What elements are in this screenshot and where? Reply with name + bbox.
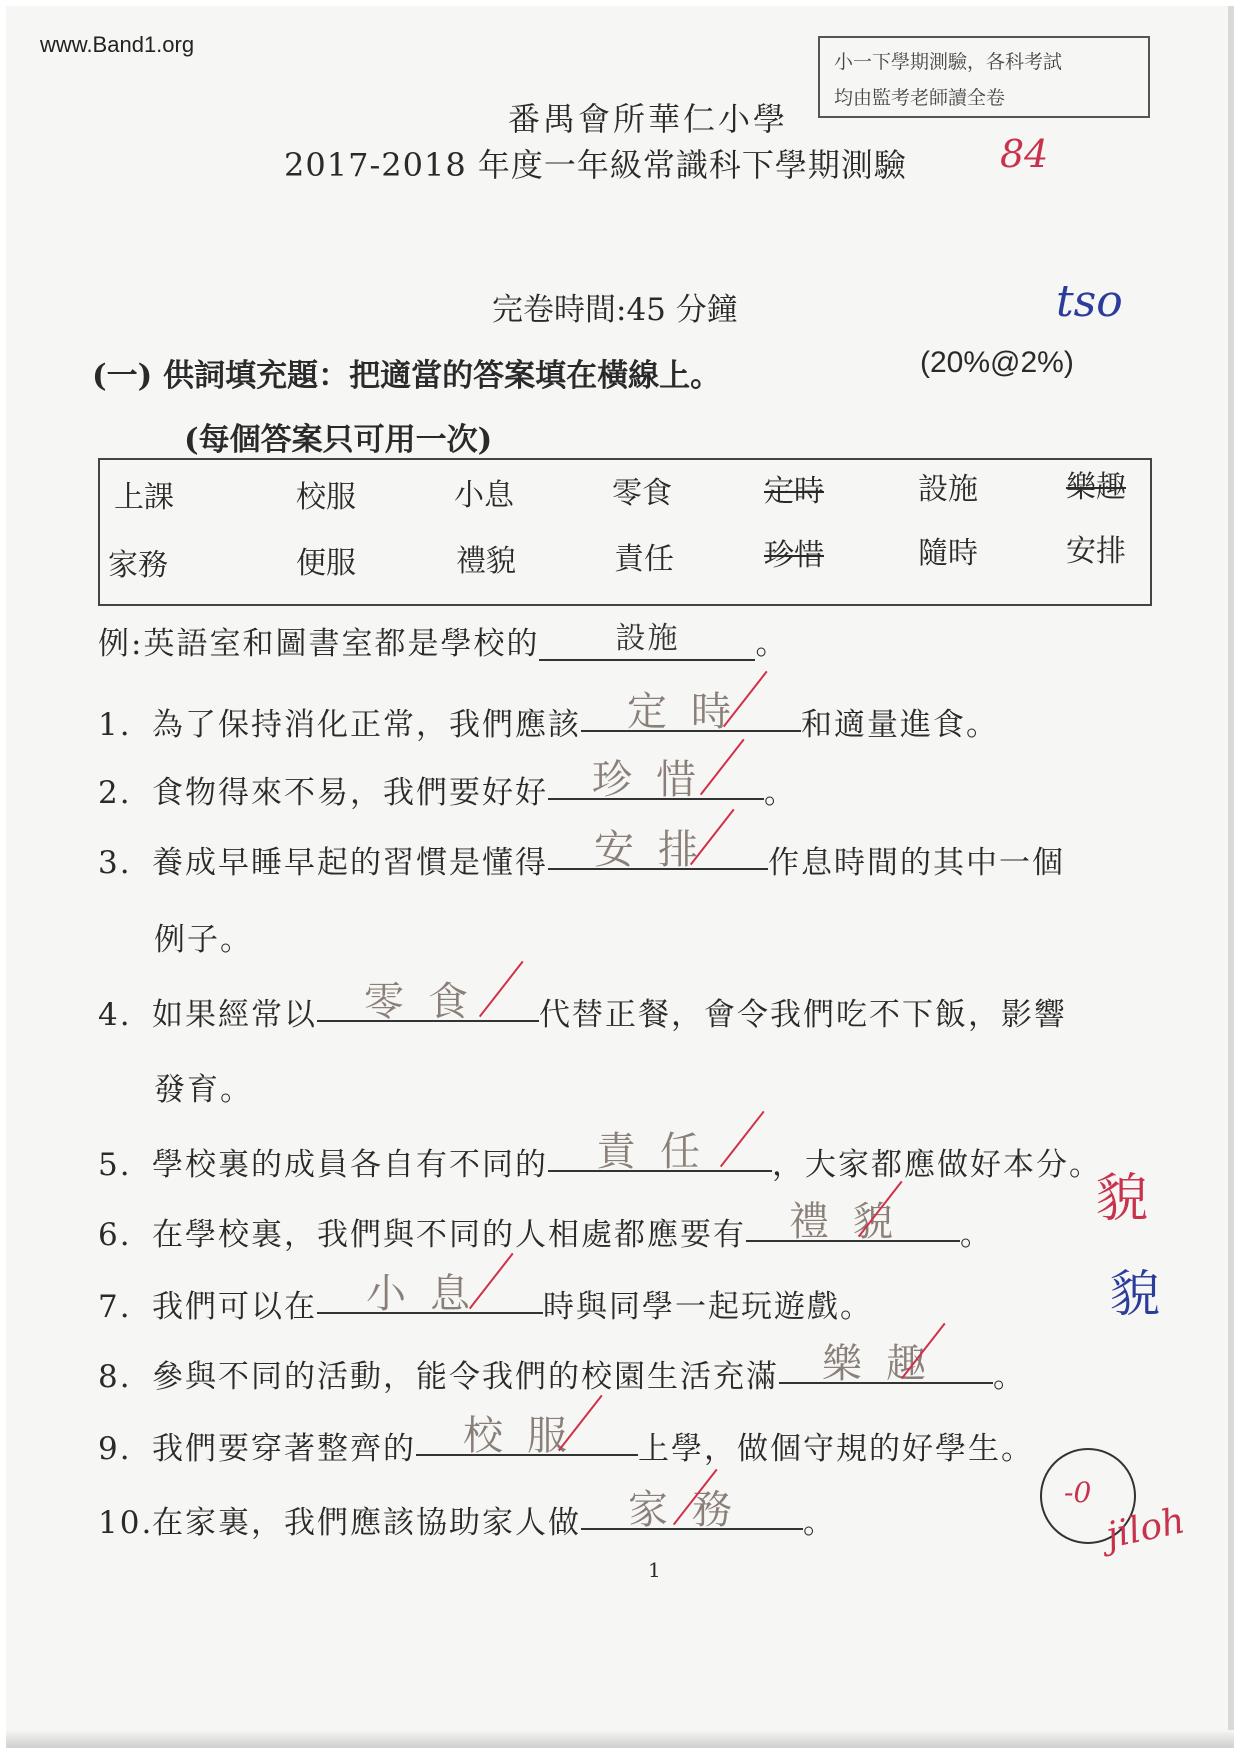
question-3	[98, 828, 1065, 882]
example-prefix: 例:英語室和圖書室都是學校的	[98, 626, 540, 662]
word-bank-item: 珍惜	[764, 538, 824, 573]
handwritten-answer: 零食	[364, 979, 492, 1025]
question-8	[98, 1342, 1026, 1396]
question-2	[98, 758, 797, 812]
question-text-after: 。	[993, 1359, 1026, 1395]
answer-blank[interactable]	[746, 1199, 960, 1245]
question-text-after: 代替正餐，會令我們吃不下飯，影響	[539, 997, 1067, 1033]
example-suffix: 。	[755, 626, 789, 662]
section-note: (每個答案只可用一次)	[184, 422, 493, 458]
word-bank-item: 禮貌	[456, 544, 516, 579]
question-text-before: 為了保持消化正常，我們應該	[152, 707, 581, 743]
paper-edge	[1228, 6, 1234, 1748]
answer-blank[interactable]	[317, 979, 539, 1025]
example-answer: 設施	[615, 621, 680, 656]
answer-blank[interactable]	[416, 1413, 638, 1459]
answer-blank[interactable]	[548, 757, 764, 803]
word-bank-item: 設施	[918, 472, 978, 507]
question-text-before: 在學校裏，我們與不同的人相處都應要有	[152, 1217, 746, 1253]
question-number: 3.	[98, 845, 132, 881]
teacher-mark: tso	[1056, 276, 1123, 327]
word-bank-item: 家務	[108, 548, 168, 583]
question-number: 1.	[98, 707, 132, 743]
question-text-after: 。	[803, 1505, 836, 1541]
handwritten-answer: 禮貌	[789, 1199, 917, 1245]
example-answer-blank	[539, 619, 755, 661]
word-bank-item: 隨時	[918, 536, 978, 571]
question-text-before: 食物得來不易，我們要好好	[152, 775, 548, 811]
word-bank-item: 校服	[296, 480, 356, 515]
correction-blue: 貌	[1110, 1265, 1160, 1323]
answer-blank[interactable]	[548, 1129, 772, 1175]
handwritten-answer: 家務	[628, 1487, 756, 1533]
question-4	[98, 980, 1067, 1034]
question-4-continuation: 發育。	[154, 1072, 253, 1108]
word-bank-item: 責任	[614, 542, 674, 577]
question-text-after: 。	[960, 1217, 993, 1253]
question-text-before: 參與不同的活動，能令我們的校園生活充滿	[152, 1359, 779, 1395]
handwritten-answer: 定時	[627, 689, 755, 735]
answer-blank[interactable]	[581, 1487, 803, 1533]
question-number: 8.	[98, 1359, 132, 1395]
question-5	[98, 1130, 1102, 1184]
word-bank-item: 零食	[612, 476, 672, 511]
word-bank-item: 便服	[296, 546, 356, 581]
word-bank-item: 小息	[454, 478, 514, 513]
answer-blank[interactable]	[581, 689, 801, 735]
question-text-before: 我們要穿著整齊的	[152, 1431, 416, 1467]
handwritten-answer: 安排	[594, 827, 722, 873]
handwritten-answer: 小息	[366, 1271, 494, 1317]
notice-line-2: 均由監考老師讀全卷	[834, 87, 1006, 109]
question-3-continuation: 例子。	[154, 922, 253, 958]
question-number: 4.	[98, 997, 132, 1033]
score-mark: 84	[1000, 132, 1049, 176]
handwritten-answer: 樂趣	[822, 1341, 950, 1387]
question-text-after: ，大家都應做好本分。	[772, 1147, 1102, 1183]
question-number: 6.	[98, 1217, 132, 1253]
word-bank-item: 樂趣	[1066, 470, 1126, 505]
question-1	[98, 690, 999, 744]
question-9	[98, 1414, 1034, 1468]
question-text-after: 時與同學一起玩遊戲。	[543, 1289, 873, 1325]
question-number: 9.	[98, 1431, 132, 1467]
word-bank-item: 定時	[764, 474, 824, 509]
exam-title: 2017-2018 年度一年級常識科下學期測驗	[284, 146, 907, 184]
question-number: 2.	[98, 775, 132, 811]
question-text-after: 和適量進食。	[801, 707, 999, 743]
answer-blank[interactable]	[779, 1341, 993, 1387]
question-number: 10.	[98, 1505, 154, 1541]
handwritten-answer: 責任	[596, 1129, 724, 1175]
word-bank-item: 安排	[1066, 534, 1126, 569]
answer-blank[interactable]	[317, 1271, 543, 1317]
question-text-after: 上學，做個守規的好學生。	[638, 1431, 1034, 1467]
question-text-before: 學校裏的成員各自有不同的	[152, 1147, 548, 1183]
question-number: 7.	[98, 1289, 132, 1325]
question-text-after: 作息時間的其中一個	[768, 845, 1065, 881]
answer-blank[interactable]	[548, 827, 768, 873]
page-number: 1	[648, 1558, 661, 1582]
exam-duration: 完卷時間:45 分鐘	[492, 292, 738, 328]
notice-box	[818, 36, 1150, 118]
teacher-signature: jiloh	[1102, 1500, 1189, 1557]
question-text-before: 如果經常以	[152, 997, 317, 1033]
question-10	[98, 1488, 836, 1542]
example-question	[98, 618, 788, 663]
question-number: 5.	[98, 1147, 132, 1183]
word-bank-item: 上課	[114, 480, 174, 515]
question-6	[98, 1200, 993, 1254]
word-bank	[98, 458, 1152, 606]
correction-red: 貌	[1096, 1169, 1149, 1229]
handwritten-answer: 珍惜	[592, 757, 720, 803]
section-marks: (20%@2%)	[920, 346, 1074, 379]
question-text-before: 養成早睡早起的習慣是懂得	[152, 845, 548, 881]
handwritten-answer: 校服	[463, 1413, 591, 1459]
question-text-before: 我們可以在	[152, 1289, 317, 1325]
section-heading: (一) 供詞填充題：把適當的答案填在橫線上。	[92, 358, 722, 394]
website-watermark: www.Band1.org	[40, 32, 195, 57]
question-text-after: 。	[764, 775, 797, 811]
question-text-before: 在家裏，我們應該協助家人做	[152, 1505, 581, 1541]
school-name: 番禺會所華仁小學	[508, 100, 789, 138]
question-7	[98, 1272, 873, 1326]
paper-shadow	[6, 1730, 1234, 1748]
deduction-mark: -0	[1064, 1476, 1092, 1509]
notice-line-1: 小一下學期測驗，各科考試	[834, 51, 1063, 73]
